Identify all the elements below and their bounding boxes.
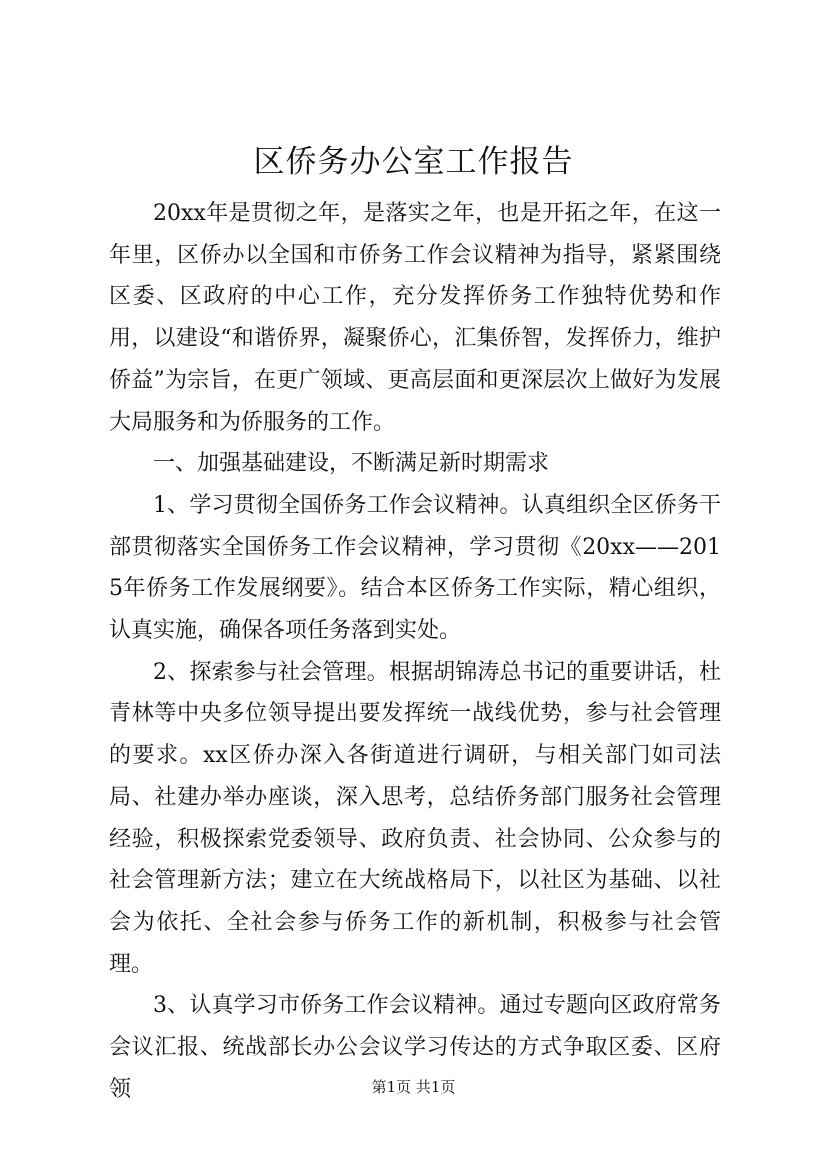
paragraph-item-1: 1、学习贯彻全国侨务工作会议精神。认真组织全区侨务干部贯彻落实全国侨务工作会议精神，学习贯彻《20xx——2015年侨务工作发展纲要》。结合本区侨务工作实际，精心组织，认真实施，确保各项任务落到实处。 xyxy=(109,492,721,644)
page-footer: 第1页 共1页 xyxy=(371,1078,456,1096)
paragraph-item-2: 2、探索参与社会管理。根据胡锦涛总书记的重要讲话，杜青林等中央多位领导提出要发挥统一战线优势，参与社会管理的要求。xx区侨办深入各街道进行调研，与相关部门如司法局、社建办举办座谈，深入思考，总结侨务部门服务社会管理经验，积极探索党委领导、政府负责、社会协同、公众参与的社会管理新方法；建立在大统战格局下，以社区为基础、以社会为依托、全社会参与侨务工作的新机制，积极参与社会管理。 xyxy=(109,659,721,977)
document-title: 区侨务办公室工作报告 xyxy=(253,144,574,180)
section-heading-1: 一、加强基础建设，不断满足新时期需求 xyxy=(153,451,550,477)
paragraph-item-3: 3、认真学习市侨务工作会议精神。通过专题向区政府常务会议汇报、统战部长办公会议学习传达的方式争取区委、区府领 xyxy=(109,993,721,1102)
paragraph-intro: 20xx年是贯彻之年，是落实之年，也是开拓之年，在这一年里，区侨办以全国和市侨务工作会议精神为指导，紧紧围绕区委、区政府的中心工作，充分发挥侨务工作独特优势和作用，以建设“和谐侨界，凝聚侨心，汇集侨智，发挥侨力，维护侨益”为宗旨，在更广领域、更高层面和更深层次上做好为发展大局服务和为侨服务的工作。 xyxy=(109,201,721,435)
document-body xyxy=(109,193,721,1110)
